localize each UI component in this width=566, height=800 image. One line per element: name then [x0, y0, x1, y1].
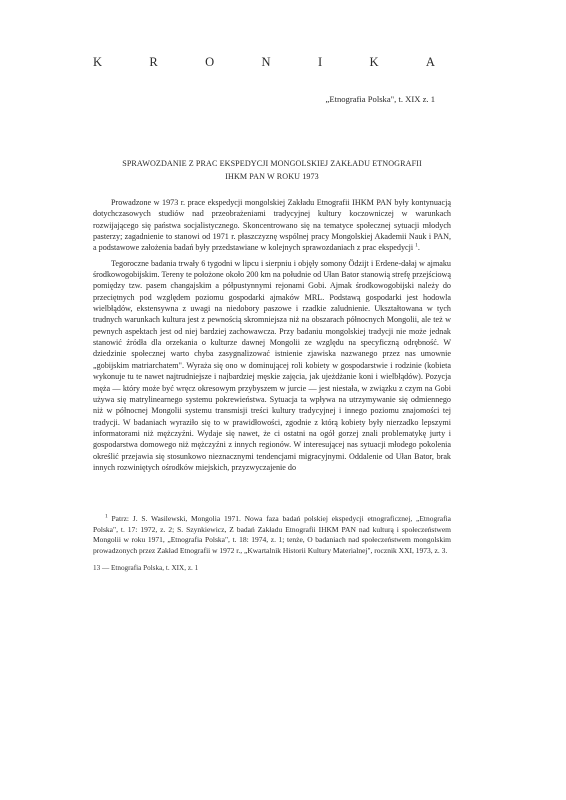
article-title-line-1: SPRAWOZDANIE Z PRAC EKSPEDYCJI MONGOLSKIEJ ZAKŁADU ETNOGRAFII: [122, 159, 422, 168]
article-body: [93, 197, 451, 473]
page-footer: 13 — Etnografia Polska, t. XIX, z. 1: [93, 564, 199, 572]
kronika-letter: N: [261, 55, 271, 69]
footnote-1-text: Patrz: J. S. Wasilewski, Mongolia 1971. Nowa faza badań polskiej ekspedycji etnograficznej, „Etnografia Polska", t. 17: 1972, z. 2; S. Szynkiewicz, Z badań Zakładu Etnografii IHKM PAN nad kulturą i społeczeństwem Mongolii w roku 1971, „Etnografia Polska", t. 18: 1974, z. 1; tenże, O badaniach nad społeczeństwem mongolskim prowadzonych przez Zakład Etnografii w 1972 r., „Kwartalnik Historii Kultury Materialnej", rocznik XXI, 1973, z. 3.: [93, 514, 452, 555]
section-heading-kronika: [93, 55, 435, 70]
article-title-line-2: IHKM PAN W ROKU 1973: [225, 172, 319, 181]
footnote-reference: 1: [415, 242, 418, 249]
kronika-letter: O: [205, 55, 215, 69]
journal-reference: „Etnografia Polska", t. XIX z. 1: [325, 94, 435, 104]
kronika-letter: K: [369, 55, 379, 69]
footnote-1: [93, 514, 451, 556]
paragraph-1-text: Prowadzone w 1973 r. prace ekspedycji mongolskiej Zakładu Etnografii IHKM PAN były kontynuacją dotychczasowych studiów nad przeobrażeniami tradycyjnej kultury koczowniczej w warunkach rozwijającego się państwa socjalistycznego. Skoncentrowano się na tematyce społecznej sytuacji młodych pasterzy; zagadnienie to stanowi od 1971 r. płaszczyznę wspólnej pracy Mongolskiej Akademii Nauk i PAN, a podstawowe założenia badań były przedstawiane w kolejnych sprawozdaniach z prac ekspedycji: [93, 198, 451, 253]
kronika-letter: R: [149, 55, 158, 69]
paragraph-2: Tegoroczne badania trwały 6 tygodni w lipcu i sierpniu i objęły somony Ödzijt i Erdene-dałaj w ajmaku środkowogobijskim. Tereny te położone około 200 km na południe od Ułan Bator stanowią strefę przejściową pomiędzy tzw. pasem changajskim a półpustynnymi rejonami Gobi. Ajmak środkowogobijski należy do przeciętnych pod względem poziomu gospodarki ajmaków MRL. Podstawą gospodarki jest hodowla wielbłądów, ekstensywna z uwagi na niedobory paszowe i rzadkie zaludnienie. Ukształtowana w tych trudnych warunkach kultura jest z pewnością skromniejsza niż na obszarach północnych Mongolii, ale też w pewnych aspektach jest od niej bardziej zachowawcza. Przy badaniu mongolskiej tradycji nie może jednak stanowić źródła dla orzekania o kulturze dawnej Mongolii ze względu na specyficzną odrębność. W dziedzinie społecznej warto chyba zasygnalizować istnienie zjawiska nazwanego przez nas umownie „gobijskim matriarchatem". Wyraża się ono w dominującej roli kobiety w gospodarstwie i rodzinie (kobieta wykonuje tu te nawet najtrudniejsze i najbardziej męskie zajęcia, jak ujeżdżanie koni i wielbłądów). Pozycja męża — który może być wręcz okresowym przybyszem w jurcie — jest niestała, w związku z czym na Gobi używa się matrylinearnego systemu pokrewieństwa. Sytuacja ta wpływa na utrzymywanie się odmiennego niż w północnej Mongolii systemu transmisji treści kultury tradycyjnej i innego poziomu znajomości tej tradycji. W badaniach wyraziło się to w prawidłowości, zgodnie z którą kobiety były nierzadko lepszymi informatorami niż mężczyźni. Wydaje się nawet, że ci ostatni na ogół gorzej znali problematykę jurty i gospodarstwa domowego niż mężczyźni z innych regionów. W interesującej nas sytuacji młodego pokolenia określić przejawia się stosunkowo nieznacznymi tendencjami migracyjnymi. Oddalenie od Ułan Bator, brak innych rozwiniętych ośrodków miejskich, przyzwyczajenie do: [93, 258, 451, 472]
kronika-letter: A: [425, 55, 435, 69]
kronika-letter: I: [317, 55, 323, 69]
kronika-letter: K: [93, 55, 103, 69]
article-title: [93, 157, 451, 183]
footnotes: [93, 514, 451, 556]
paragraph-1: Prowadzone w 1973 r. prace ekspedycji mongolskiej Zakładu Etnografii IHKM PAN były kontynuacją dotychczasowych studiów nad przeobrażeniami tradycyjnej kultury koczowniczej w warunkach rozwijającego się państwa socjalistycznego. Skoncentrowano się na tematyce społecznej sytuacji młodych pasterzy; zagadnienie to stanowi od 1971 r. płaszczyznę wspólnej pracy Mongolskiej Akademii Nauk i PAN, a podstawowe założenia badań były przedstawiane w kolejnych sprawozdaniach z prac ekspedycji $^1$.: [93, 198, 451, 253]
footnote-marker: 1: [105, 513, 108, 520]
